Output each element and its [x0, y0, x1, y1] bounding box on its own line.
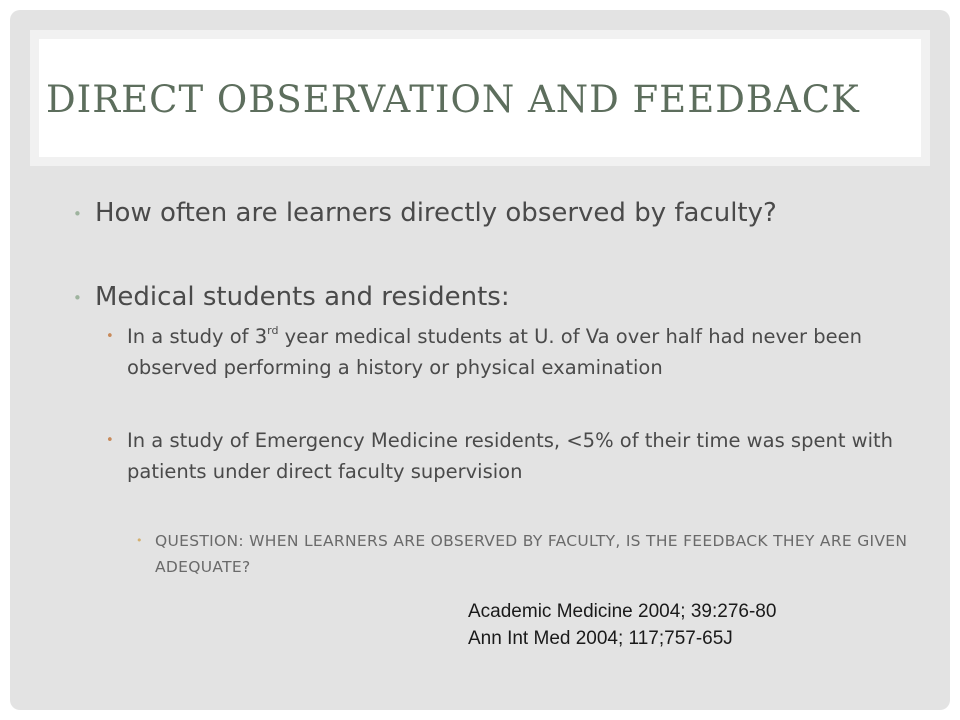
bullet-dot-icon: •: [106, 433, 114, 448]
question-bullet: [136, 528, 915, 580]
slide: [10, 10, 950, 710]
bullet-dot-icon: •: [73, 205, 82, 223]
references: [468, 598, 776, 652]
sub-bullet-text: In a study of 3: [127, 325, 268, 348]
question-text: QUESTION: WHEN LEARNERS ARE OBSERVED BY FACULTY, IS THE FEEDBACK THEY ARE GIVEN ADEQUATE?: [155, 532, 908, 576]
bullet-dot-icon: •: [136, 534, 143, 547]
slide-title: DIRECT OBSERVATION AND FEEDBACK: [46, 78, 860, 121]
bullet-text: Medical students and residents:: [95, 282, 510, 312]
reference-line: Ann Int Med 2004; 117;757-65J: [468, 628, 733, 649]
bullet-item: [73, 196, 815, 230]
reference-line: Academic Medicine 2004; 39:276-80: [468, 601, 777, 622]
bullet-dot-icon: •: [106, 329, 114, 344]
sub-bullet-item: [106, 321, 927, 383]
ordinal-superscript: rd: [267, 323, 279, 337]
bullet-dot-icon: •: [73, 289, 82, 307]
bullet-text: How often are learners directly observed by faculty?: [95, 198, 777, 228]
bullet-item: [73, 280, 815, 314]
sub-bullet-text: In a study of Emergency Medicine residents, <5% of their time was spent with patients under direct faculty supervision: [127, 429, 894, 483]
sub-bullet-text: year medical students at U. of Va over half had never been observed performing a history or physical examination: [127, 325, 862, 379]
sub-bullet-item: [106, 425, 927, 487]
